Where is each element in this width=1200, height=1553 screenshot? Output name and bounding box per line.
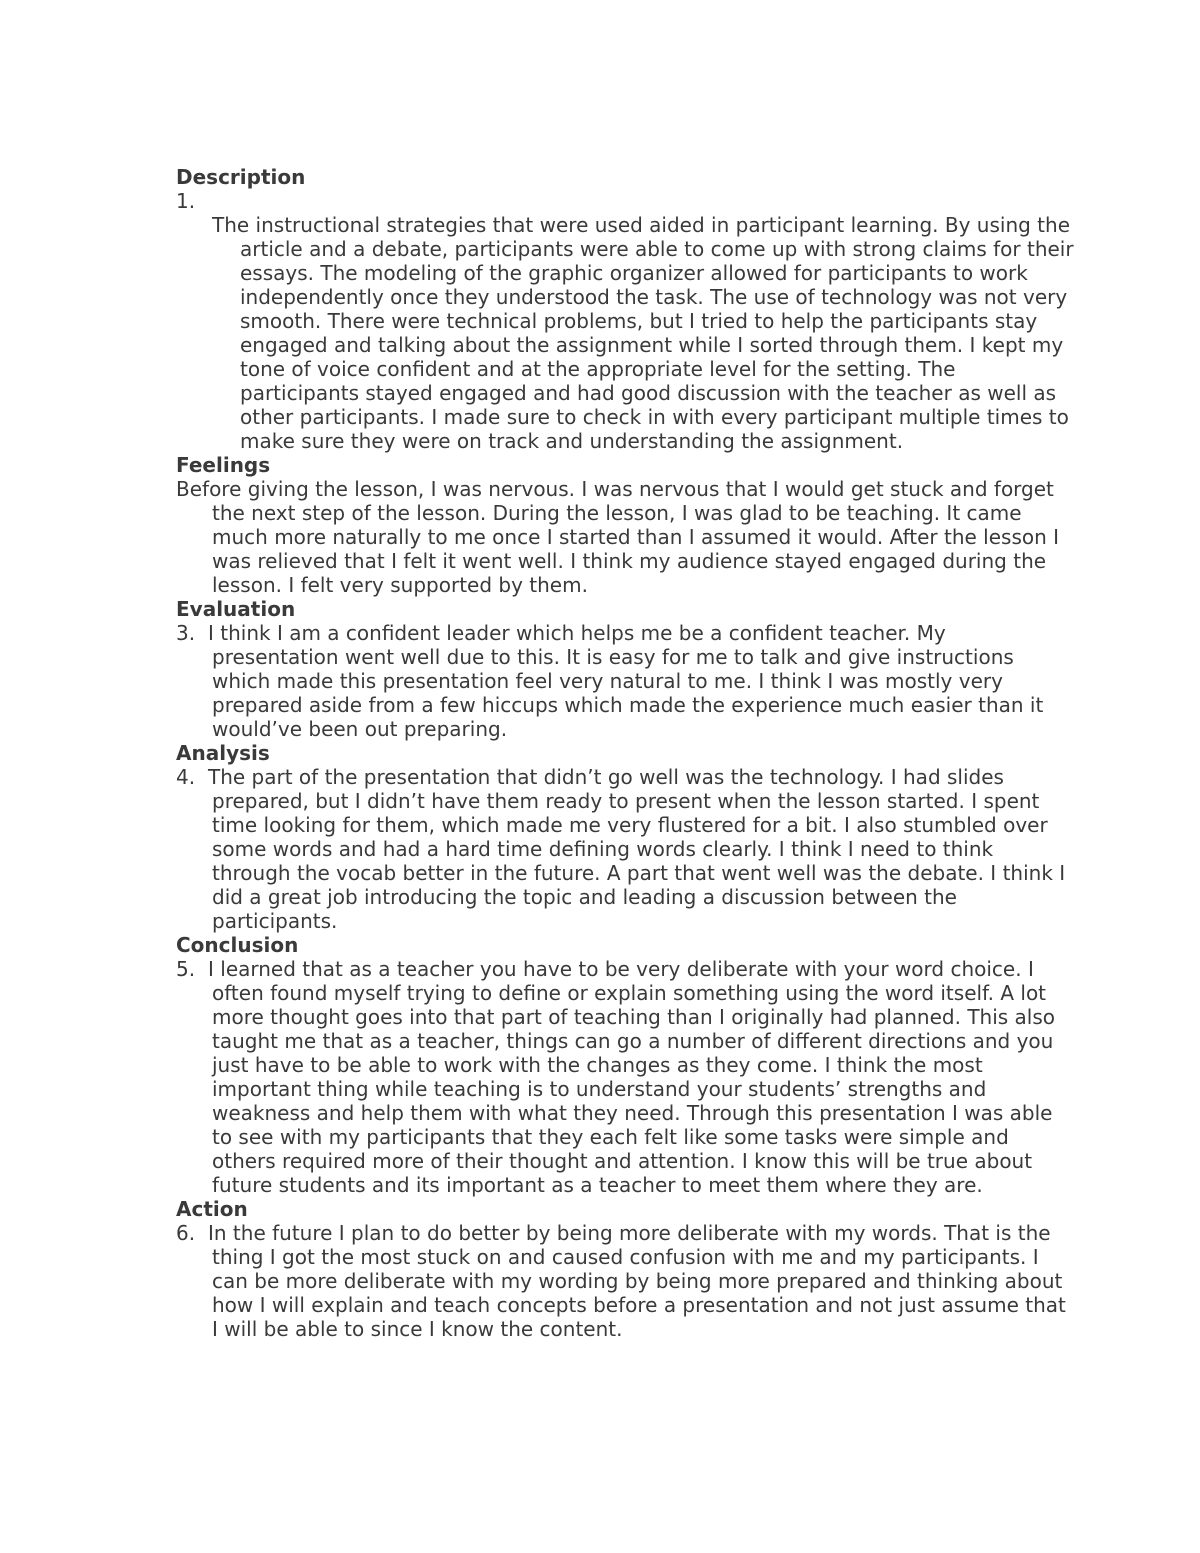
feelings-heading: Feelings bbox=[176, 453, 271, 477]
evaluation-item bbox=[176, 621, 1076, 741]
conclusion-item bbox=[176, 957, 1076, 1197]
conclusion-heading: Conclusion bbox=[176, 933, 299, 957]
feelings-paragraph: Before giving the lesson, I was nervous. I was nervous that I would get stuck and forget the next step of the lesson. During the lesson, I was glad to be teaching. It came much more naturally to me once I started than I assumed it would. After the lesson I was relieved that I felt it went well. I think my audience stayed engaged during the lesson. I felt very supported by them. bbox=[176, 477, 1060, 597]
evaluation-heading: Evaluation bbox=[176, 597, 296, 621]
description-paragraph: The instructional strategies that were used aided in participant learning. By using the article and a debate, participants were able to come up with strong claims for their essays. The modeling of the graphic organizer allowed for participants to work independently once they understood the task. The use of technology was not very smooth. There were technical problems, but I tried to help the participants stay engaged and talking about the assignment while I sorted through them. I kept my tone of voice confident and at the appropriate level for the setting. The participants stayed engaged and had good discussion with the teacher as well as other participants. I made sure to check in with every participant multiple times to make sure they were on track and understanding the assignment. bbox=[212, 213, 1074, 453]
evaluation-paragraph: I think I am a confident leader which helps me be a confident teacher. My presentation went well due to this. It is easy for me to talk and give instructions which made this presentation feel very natural to me. I think I was mostly very prepared aside from a few hiccups which made the experience much easier than it would’ve been out preparing. bbox=[208, 621, 1044, 741]
description-heading: Description bbox=[176, 165, 306, 189]
action-paragraph: In the future I plan to do better by being more deliberate with my words. That is the thing I got the most stuck on and caused confusion with me and my participants. I can be more deliberate with my wording by being more prepared and thinking about how I will explain and teach concepts before a presentation and not just assume that I will be able to since I know the content. bbox=[208, 1221, 1066, 1341]
analysis-heading: Analysis bbox=[176, 741, 270, 765]
conclusion-paragraph: I learned that as a teacher you have to be very deliberate with your word choice. I often found myself trying to define or explain something using the word itself. A lot more thought goes into that part of teaching than I originally had planned. This also taught me that as a teacher, things can go a number of different directions and you just have to be able to work with the changes as they come. I think the most important thing while teaching is to understand your students’ strengths and weakness and help them with what they need. Through this presentation I was able to see with my participants that they each felt like some tasks were simple and others required more of their thought and attention. I know this will be true about future students and its important as a teacher to meet them where they are. bbox=[208, 957, 1056, 1197]
action-heading: Action bbox=[176, 1197, 248, 1221]
evaluation-number: 3. bbox=[176, 621, 196, 645]
action-number: 6. bbox=[176, 1221, 196, 1245]
analysis-number: 4. bbox=[176, 765, 196, 789]
analysis-item bbox=[176, 765, 1076, 933]
conclusion-number: 5. bbox=[176, 957, 196, 981]
description-number: 1. bbox=[176, 189, 196, 213]
document-page bbox=[176, 165, 1076, 1341]
analysis-paragraph: The part of the presentation that didn’t go well was the technology. I had slides prepared, but I didn’t have them ready to present when the lesson started. I spent time looking for them, which made me very flustered for a bit. I also stumbled over some words and had a hard time defining words clearly. I think I need to think through the vocab better in the future. A part that went well was the debate. I think I did a great job introducing the topic and leading a discussion between the participants. bbox=[208, 765, 1066, 933]
action-item bbox=[176, 1221, 1076, 1341]
